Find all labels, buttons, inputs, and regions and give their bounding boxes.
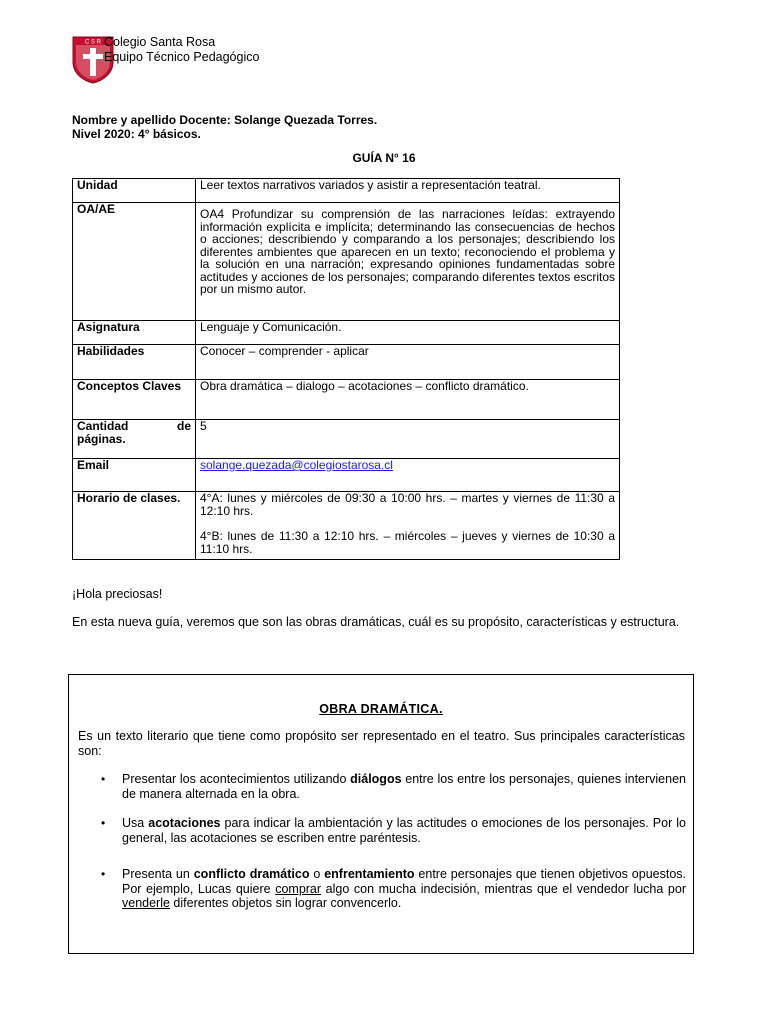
greeting: ¡Hola preciosas! xyxy=(72,587,163,601)
table-row xyxy=(73,459,620,492)
row-key: Email xyxy=(73,459,196,492)
document-meta xyxy=(72,113,377,141)
box-definition: Es un texto literario que tiene como propósito ser representado en el teatro. Sus principales características son: xyxy=(78,729,685,758)
table-row xyxy=(73,420,620,459)
school-department: Equipo Técnico Pedagógico xyxy=(104,50,260,64)
bullet-text: Presenta un conflicto dramático o enfrentamiento entre personajes que tienen objetivos opuestos. Por ejemplo, Lucas quiere comprar algo con mucha indecisión, mientras que el vendedor lucha por venderle diferentes objetos sin lograr convencerlo. xyxy=(122,867,686,910)
row-key: Unidad xyxy=(73,179,196,203)
row-key: Conceptos Claves xyxy=(73,380,196,420)
row-value: Leer textos narrativos variados y asistir a representación teatral. xyxy=(196,179,620,203)
row-value: Conocer – comprender - aplicar xyxy=(196,345,620,380)
row-value: Obra dramática – dialogo – acotaciones – conflicto dramático. xyxy=(196,380,620,420)
bullet-icon: • xyxy=(101,816,106,830)
bullet-icon: • xyxy=(101,867,106,881)
course-level: Nivel 2020: 4° básicos. xyxy=(72,127,201,141)
box-title: OBRA DRAMÁTICA. xyxy=(319,702,443,716)
bullet-icon: • xyxy=(101,772,106,786)
teacher-name: Nombre y apellido Docente: Solange Quezada Torres. xyxy=(72,113,378,127)
school-header xyxy=(104,35,259,65)
row-key: Habilidades xyxy=(73,345,196,380)
bullet-text: Usa acotaciones para indicar la ambientación y las actitudes o emociones de los personajes. Por lo general, las acotaciones se escriben entre paréntesis. xyxy=(122,816,686,845)
row-key: OA/AE xyxy=(73,203,196,321)
table-row xyxy=(73,321,620,345)
row-key: Horario de clases. xyxy=(73,492,196,560)
row-value: OA4 Profundizar su comprensión de las narraciones leídas: extrayendo información explícita e implícita; determinando las consecuencias de hechos o acciones; describiendo y comparando a los personajes; describiendo los diferentes ambientes que aparecen en un texto; reconociendo el problema y la solución en una narración; expresando opiniones fundamentadas sobre actitudes y acciones de los personajes; comparando diferentes textos escritos por un mismo autor. xyxy=(196,203,620,321)
table-row xyxy=(73,345,620,380)
row-value: Lenguaje y Comunicación. xyxy=(196,321,620,345)
table-row xyxy=(73,492,620,560)
logo-letters: C S R xyxy=(84,39,102,46)
schedule-4b: 4°B: lunes de 11:30 a 12:10 hrs. – miércoles – jueves y viernes de 10:30 a 11:10 hrs. xyxy=(200,529,615,556)
email-link[interactable]: solange.quezada@colegiostarosa.cl xyxy=(200,458,393,472)
drama-definition-box xyxy=(68,674,694,954)
table-row xyxy=(73,179,620,203)
schedule-4a: 4°A: lunes y miércoles de 09:30 a 10:00 hrs. – martes y viernes de 11:30 a 12:10 hrs. xyxy=(200,491,615,518)
school-name: Colegio Santa Rosa xyxy=(104,35,216,49)
table-row xyxy=(73,380,620,420)
intro-paragraph: En esta nueva guía, veremos que son las obras dramáticas, cuál es su propósito, características y estructura. xyxy=(72,615,680,629)
row-key: Asignatura xyxy=(73,321,196,345)
guide-title: GUÍA N° 16 xyxy=(352,151,416,165)
table-row xyxy=(73,203,620,321)
bullet-text: Presentar los acontecimientos utilizando diálogos entre los entre los personajes, quienes intervienen de manera alternada en la obra. xyxy=(122,772,686,801)
guide-info-table xyxy=(72,178,620,560)
row-value: 5 xyxy=(196,420,620,459)
row-key: Cantidad de páginas. xyxy=(73,420,196,459)
